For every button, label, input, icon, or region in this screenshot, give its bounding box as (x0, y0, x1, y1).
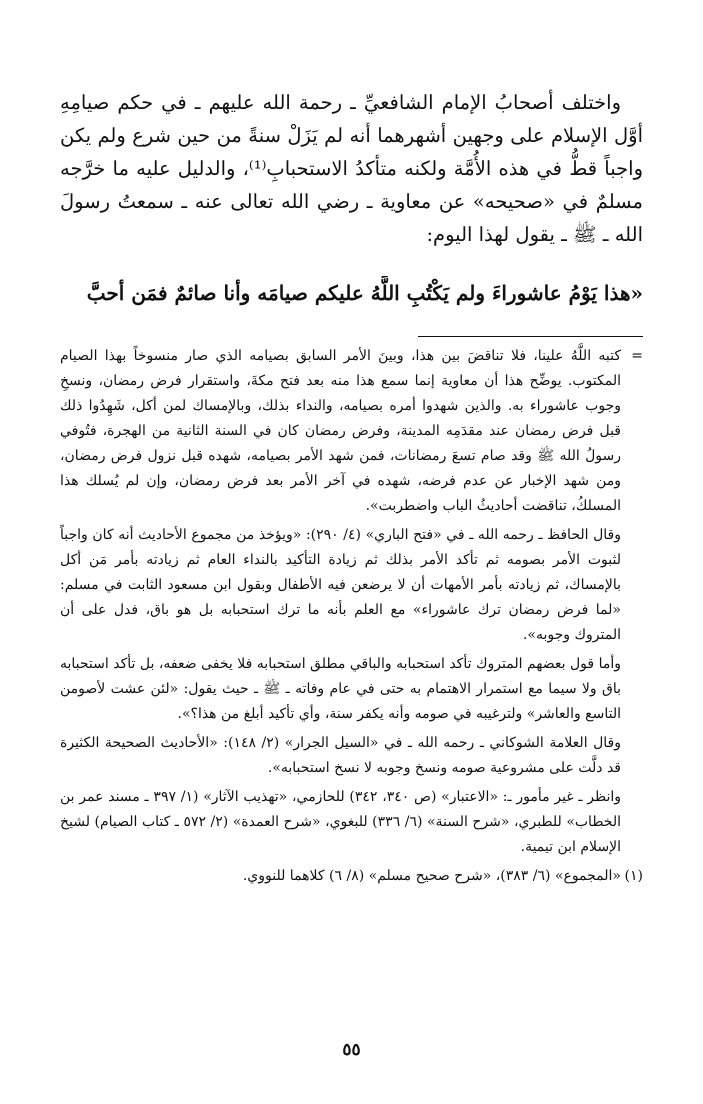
footnote-1 (60, 864, 643, 889)
footnote-paragraph (60, 785, 643, 860)
footnote-paragraph (60, 731, 643, 781)
footnote-continuation (60, 344, 643, 519)
footnote-text: وقال الحافظ ـ رحمه الله ـ في «فتح الباري» (٤/ ٢٩٠): «ويؤخذ من مجموع الأحاديث أنه كان واجباً لثبوت الأمر بصومه ثم تأكد الأمر بذلك ثم زيادة التأكيد بالنداء العام ثم زيادته بأمر مَن أكل بالإمساك، ثم زيادته بأمر الأمهات أن لا يرضعن فيه الأطفال وبقول ابن مسعود الثابت في مسلم: «لما فرض رمضان ترك عاشوراء» مع العلم بأنه ما ترك استحبابه بل هو باق، فدل على أن المتروك وجوبه». (60, 527, 621, 643)
main-text-block (60, 86, 643, 251)
continuation-mark: = (631, 348, 643, 364)
footnote-text: كتبه اللَّهُ علينا، فلا تناقضَ بين هذا، وبينَ الأمر السابق بصيامه الذي صار منسوخاً بهذا الصيام المكتوب. يوضِّح هذا أن معاوية إنما سمع هذا منه بعد فتح مكةَ، واستقرار فرض رمضان، ونسخِ وجوب عاشوراء به. والذين شهدوا أمره بصيامه، والنداء بذلك، وبالإمساك لمن أكل، شَهِدُوا ذلك قبل فرض رمضان عند مقدَمِه المدينة، وفرض رمضان كان في السنة الثانية من الهجرة، فتُوفي رسولُ الله ﷺ وقد صام تسعَ رمضانات، فمن شهد الأمر بصيامه، شهده قبل نزول فرض رمضان، ومن شهد الإخبار عن عدم فرضه، شهده في آخر الأمر بعد فرض رمضان، وإن لم يُسلك هذا المسلكُ، تناقضت أحاديثُ الباب واضطربت». (60, 348, 621, 514)
footnotes-section (60, 344, 643, 893)
hadith-quote: «هذا يَوْمُ عاشوراءَ ولم يَكْتُبِ اللَّهُ عليكم صيامَه وأنا صائمٌ فمَن أحبَّ (86, 281, 643, 305)
main-paragraph: واختلف أصحابُ الإمام الشافعيِّ ـ رحمة الله عليهم ـ في حكم صيامِهِ أوَّل الإسلام على وجهين أشهرهما أنه لم يَزَلْ سنةً من حين شرع ولم يكن واجباً قطُّ في هذه الأُمَّة ولكنه متأكدُ الاستحبابِ⁽¹⁾، والدليل عليه ما خرَّجه مسلمٌ في «صحيحه» عن معاوية ـ رضي الله تعالى عنه ـ سمعتُ رسولَ الله ـ ﷺ ـ يقول لهذا اليوم: (60, 91, 644, 246)
footnote-paragraph (60, 523, 643, 648)
footnote-divider (418, 336, 643, 337)
footnote-text: وأما قول بعضهم المتروك تأكد استحبابه والباقي مطلق استحبابه فلا يخفى ضعفه، بل تأكد استحبابه باق ولا سيما مع استمرار الاهتمام به حتى في عام وفاته ـ ﷺ ـ حيث يقول: «لئن عشت لأصومن التاسع والعاشر» ولترغيبه في صومه وأنه يكفر سنة، وأي تأكيد أبلغ من هذا؟». (60, 656, 621, 722)
footnote-number: (١) (624, 868, 643, 884)
footnote-text: وقال العلامة الشوكاني ـ رحمه الله ـ في «السيل الجرار» (٢/ ١٤٨): «الأحاديث الصحيحة الكثيرة قد دلَّت على مشروعية صومه ونسخ وجوبه لا نسخ استحبابه». (60, 735, 621, 776)
page-number: ٥٥ (342, 1040, 361, 1060)
footnote-text: «المجموع» (٦/ ٣٨٣)، «شرح صحيح مسلم» (٨/ ٦) كلاهما للنووي. (242, 868, 621, 884)
footnote-text: وانظر ـ غير مأمور ـ: «الاعتبار» (ص ٣٤٠، ٣٤٢) للحازمي، «تهذيب الآثار» (١/ ٣٩٧ ـ مسند عمر بن الخطاب» للطبري، «شرح السنة» (٦/ ٣٣٦) للبغوي، «شرح العمدة» (٢/ ٥٧٢ ـ كتاب الصيام) لشيخ الإسلام ابن تيمية. (60, 789, 622, 855)
footnote-paragraph (60, 652, 643, 727)
